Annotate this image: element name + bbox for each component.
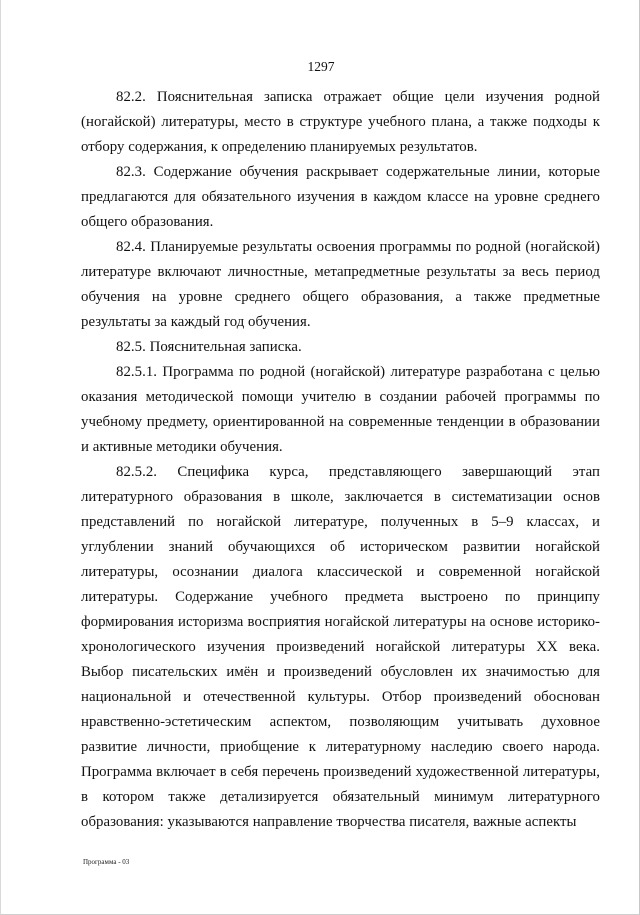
paragraph-82-5-2: 82.5.2. Специфика курса, представляющего завершающий этап литературного образования в школе, заключается в систематизации основ представлений по ногайской литературе, полученных в 5–9 классах, и углублении знаний обучающихся об историческом развитии ногайской литературы, осознании диалога классической и современной ногайской литературы. Содержание учебного предмета выстроено по принципу формирования историзма восприятия ногайской литературы на основе историко-хронологического изучения произведений ногайской литературы XX века. Выбор писательских имён и произведений обусловлен их значимостью для национальной и отечественной культуры. Отбор произведений обоснован нравственно-эстетическим аспектом, позволяющим учитывать духовное развитие личности, приобщение к литературному наследию своего народа. Программа включает в себя перечень произведений художественной литературы, в котором также детализируется обязательный минимум литературного образования: указываются направление творчества писателя, важные аспекты [81, 464, 600, 830]
paragraph-82-3: 82.3. Содержание обучения раскрывает содержательные линии, которые предлагаются для обязательного изучения в каждом классе на уровне среднего общего образования. [81, 164, 600, 230]
paragraph-82-5-1: 82.5.1. Программа по родной (ногайской) литературе разработана с целью оказания методической помощи учителю в создании рабочей программы по учебному предмету, ориентированной на современные тенденции в образовании и активные методики обучения. [81, 364, 600, 455]
footer-label: Программа - 03 [83, 858, 130, 866]
document-body [81, 85, 600, 835]
paragraph-82-5: 82.5. Пояснительная записка. [116, 339, 302, 355]
page-number: 1297 [307, 59, 335, 74]
paragraph-82-4: 82.4. Планируемые результаты освоения программы по родной (ногайской) литературе включают личностные, метапредметные результаты за весь период обучения на уровне среднего общего образования, а также предметные результаты за каждый год обучения. [81, 239, 600, 330]
paragraph-82-2: 82.2. Пояснительная записка отражает общие цели изучения родной (ногайской) литературы, место в структуре учебного плана, а также подходы к отбору содержания, к определению планируемых результатов. [81, 89, 600, 155]
